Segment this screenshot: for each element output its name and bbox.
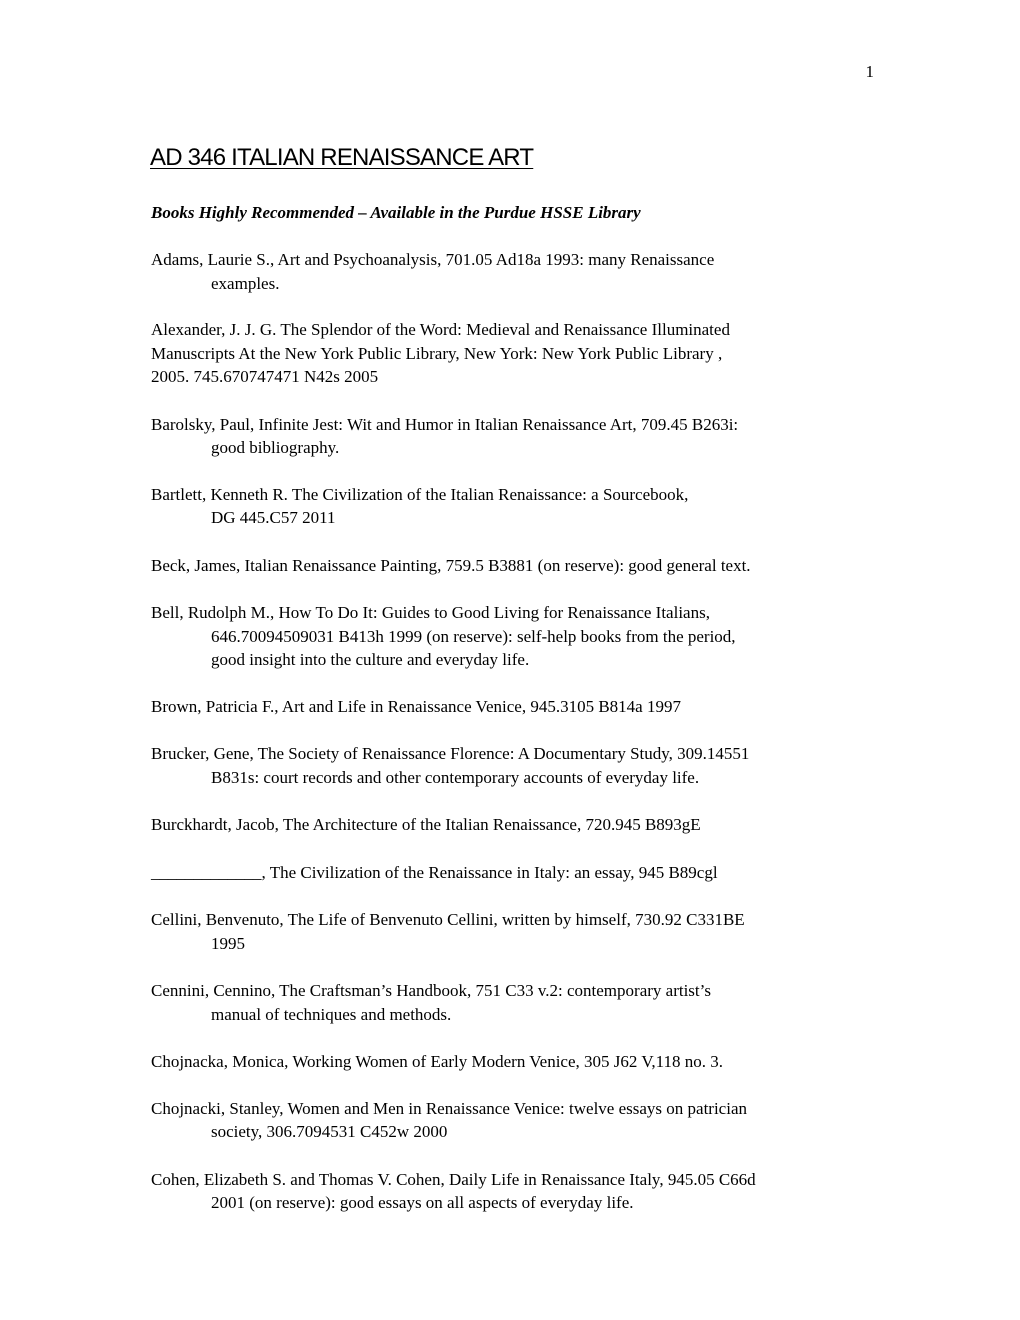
bibliography-entry bbox=[151, 861, 875, 885]
bibliography-entry bbox=[151, 601, 875, 672]
bibliography-entry bbox=[151, 908, 875, 955]
entry-line: 2001 (on reserve): good essays on all aspects of everyday life. bbox=[211, 1193, 634, 1212]
bibliography-entry bbox=[151, 742, 875, 789]
bibliography-entry bbox=[151, 813, 875, 837]
bibliography-entry bbox=[151, 248, 875, 295]
entry-line: examples. bbox=[211, 273, 280, 293]
bibliography-entry bbox=[151, 979, 875, 1026]
subtitle: Books Highly Recommended – Available in the Purdue HSSE Library bbox=[151, 203, 641, 222]
bibliography-entry bbox=[151, 1168, 875, 1215]
entry-line: Alexander, J. J. G. The Splendor of the Word: Medieval and Renaissance Illuminated bbox=[151, 320, 730, 339]
entry-line: Chojnacki, Stanley, Women and Men in Renaissance Venice: twelve essays on patrician bbox=[151, 1098, 747, 1118]
bibliography-entry bbox=[151, 554, 875, 578]
entry-line: Chojnacka, Monica, Working Women of Early Modern Venice, 305 J62 V,118 no. 3. bbox=[151, 1052, 724, 1071]
entry-line: good insight into the culture and everyday life. bbox=[211, 650, 530, 669]
entry-line: _____________, The Civilization of the Renaissance in Italy: an essay, 945 B89cgl bbox=[151, 862, 718, 882]
entry-line: 1995 bbox=[211, 933, 245, 953]
entry-line: Barolsky, Paul, Infinite Jest: Wit and Humor in Italian Renaissance Art, 709.45 B263i: bbox=[151, 414, 739, 434]
entry-line: manual of techniques and methods. bbox=[211, 1004, 452, 1024]
bibliography-entry bbox=[151, 483, 875, 530]
entry-line: Brucker, Gene, The Society of Renaissance Florence: A Documentary Study, 309.14551 bbox=[151, 744, 750, 763]
bibliography-entry bbox=[151, 1097, 875, 1144]
entry-line: Adams, Laurie S., Art and Psychoanalysis, 701.05 Ad18a 1993: many Renaissance bbox=[151, 250, 715, 269]
entry-line: B831s: court records and other contemporary accounts of everyday life. bbox=[211, 767, 700, 787]
entry-line: Cohen, Elizabeth S. and Thomas V. Cohen, Daily Life in Renaissance Italy, 945.05 C66d bbox=[151, 1169, 756, 1189]
page-number: 1 bbox=[865, 62, 874, 81]
page-title: AD 346 ITALIAN RENAISSANCE ART bbox=[150, 144, 534, 171]
entry-line: good bibliography. bbox=[211, 438, 340, 457]
entry-line: Brown, Patricia F., Art and Life in Renaissance Venice, 945.3105 B814a 1997 bbox=[151, 696, 681, 716]
entry-line: Manuscripts At the New York Public Library, New York: New York Public Library , bbox=[151, 343, 723, 363]
bibliography-entry bbox=[151, 413, 875, 460]
entry-line: Bell, Rudolph M., How To Do It: Guides to Good Living for Renaissance Italians, bbox=[151, 603, 710, 622]
bibliography-entry bbox=[151, 1050, 875, 1074]
entry-line: 2005. 745.670747471 N42s 2005 bbox=[151, 367, 379, 386]
entry-line: Cellini, Benvenuto, The Life of Benvenuto Cellini, written by himself, 730.92 C331BE bbox=[151, 910, 745, 929]
entry-line: Burckhardt, Jacob, The Architecture of the Italian Renaissance, 720.945 B893gE bbox=[151, 815, 701, 834]
entry-line: Beck, James, Italian Renaissance Painting, 759.5 B3881 (on reserve): good general text. bbox=[151, 555, 751, 575]
entry-line: 646.70094509031 B413h 1999 (on reserve): self-help books from the period, bbox=[211, 626, 736, 646]
entry-line: Bartlett, Kenneth R. The Civilization of the Italian Renaissance: a Sourcebook, bbox=[151, 484, 689, 504]
entry-line: society, 306.7094531 C452w 2000 bbox=[211, 1122, 448, 1141]
bibliography-entry bbox=[151, 318, 875, 389]
bibliography-list bbox=[151, 248, 875, 1215]
entry-line: Cennini, Cennino, The Craftsman’s Handbook, 751 C33 v.2: contemporary artist’s bbox=[151, 981, 711, 1000]
bibliography-entry bbox=[151, 695, 875, 719]
entry-line: DG 445.C57 2011 bbox=[211, 508, 336, 527]
